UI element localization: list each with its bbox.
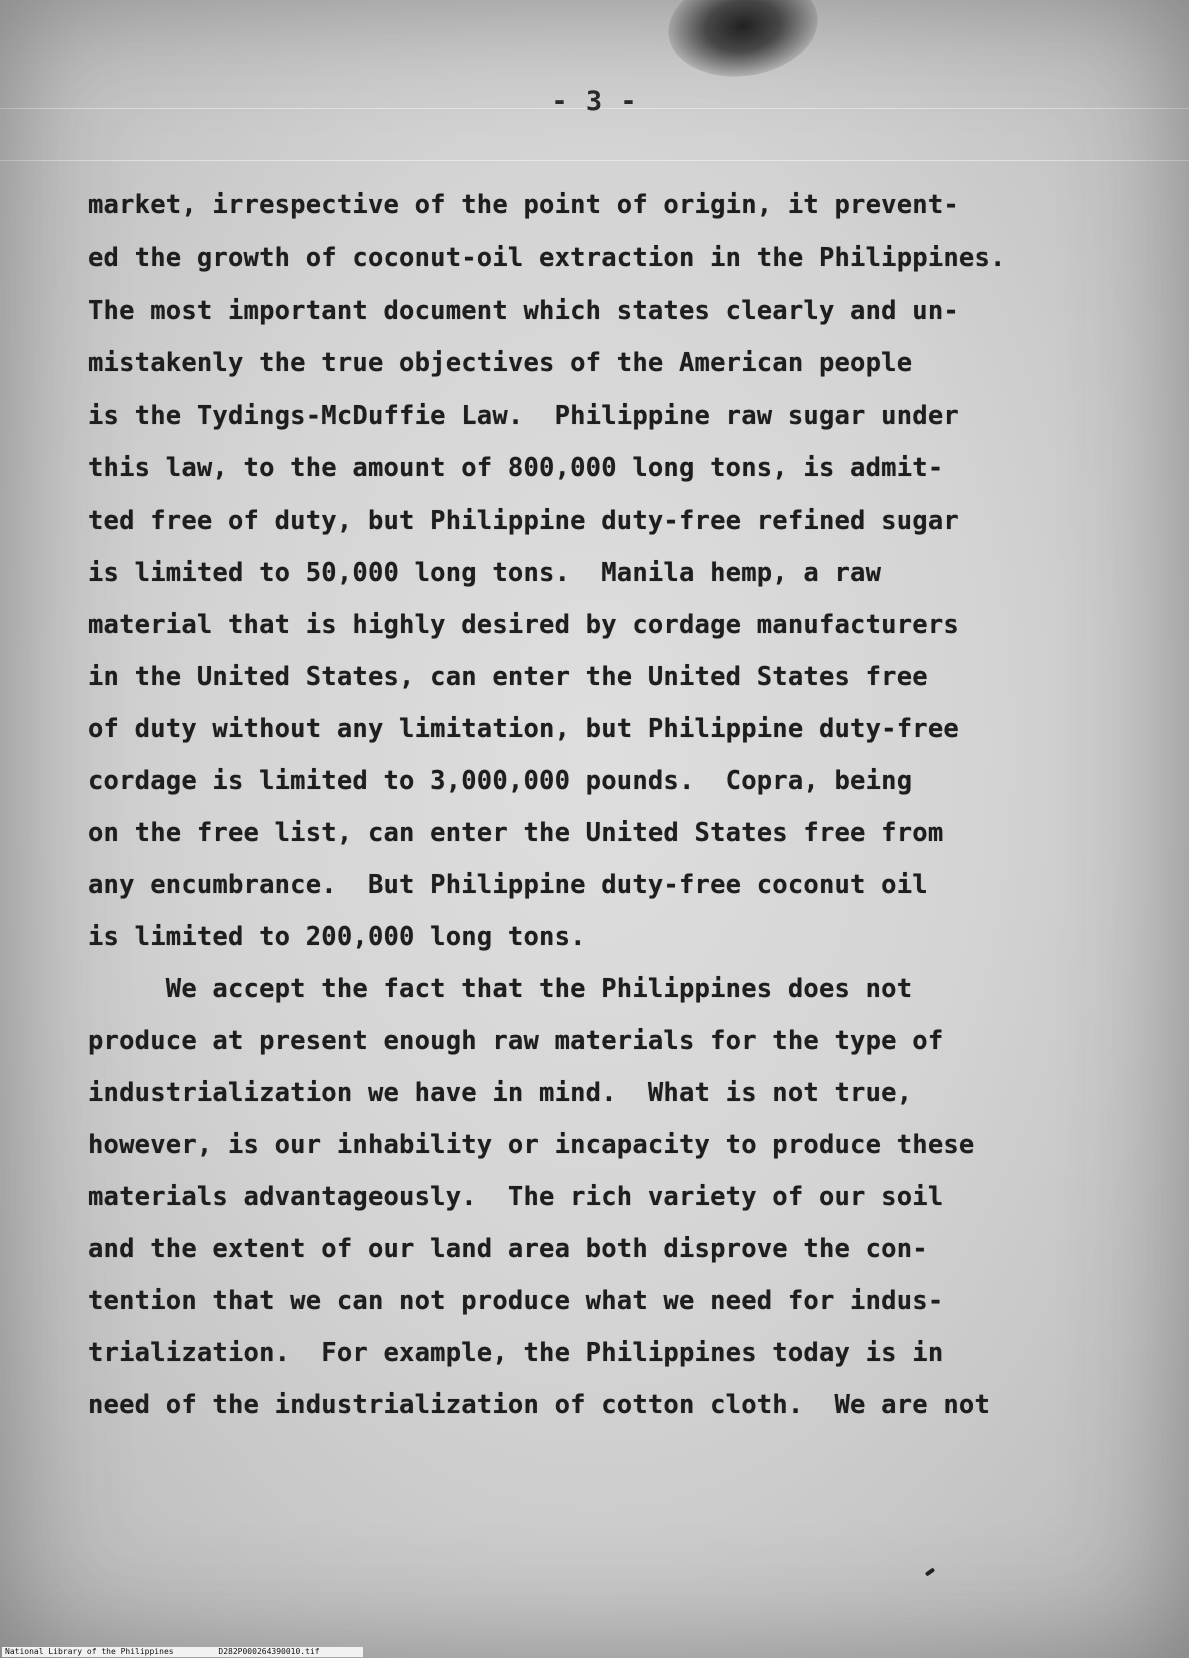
page-number: - 3 - — [551, 86, 638, 117]
text-line: and the extent of our land area both disprove the con- — [88, 1234, 928, 1264]
text-line: ed the growth of coconut-oil extraction in the Philippines. — [88, 243, 1006, 273]
text-line: is limited to 200,000 long tons. — [88, 922, 586, 952]
text-line: any encumbrance. But Philippine duty-free coconut oil — [88, 870, 928, 900]
text-line: of duty without any limitation, but Philippine duty-free — [88, 714, 959, 744]
text-line: is the Tydings-McDuffie Law. Philippine raw sugar under — [88, 401, 959, 431]
text-line: tention that we can not produce what we need for indus- — [88, 1286, 944, 1316]
text-line: produce at present enough raw materials for the type of — [88, 1026, 944, 1056]
text-line: is limited to 50,000 long tons. Manila hemp, a raw — [88, 558, 882, 588]
text-line: on the free list, can enter the United States free from — [88, 818, 944, 848]
text-line: mistakenly the true objectives of the American people — [88, 348, 913, 378]
text-line: need of the industrialization of cotton cloth. We are not — [88, 1390, 991, 1420]
scan-artifact-line — [0, 160, 1189, 161]
scan-caption — [2, 1647, 363, 1657]
text-line: market, irrespective of the point of origin, it prevent- — [88, 190, 959, 220]
text-line: this law, to the amount of 800,000 long tons, is admit- — [88, 453, 944, 483]
text-line: ted free of duty, but Philippine duty-free refined sugar — [88, 506, 959, 536]
text-line: We accept the fact that the Philippines does not — [88, 974, 913, 1004]
text-line: trialization. For example, the Philippines today is in — [88, 1338, 944, 1368]
text-line: in the United States, can enter the United States free — [88, 662, 928, 692]
library-credit: National Library of the Philippines — [5, 1647, 174, 1656]
text-line: however, is our inhability or incapacity to produce these — [88, 1130, 975, 1160]
text-line: industrialization we have in mind. What is not true, — [88, 1078, 913, 1108]
text-line: material that is highly desired by cordage manufacturers — [88, 610, 959, 640]
file-identifier: D282P000264390010.tif — [218, 1647, 320, 1656]
text-line: The most important document which states clearly and un- — [88, 296, 959, 326]
text-line: materials advantageously. The rich variety of our soil — [88, 1182, 944, 1212]
text-line: cordage is limited to 3,000,000 pounds. Copra, being — [88, 766, 913, 796]
